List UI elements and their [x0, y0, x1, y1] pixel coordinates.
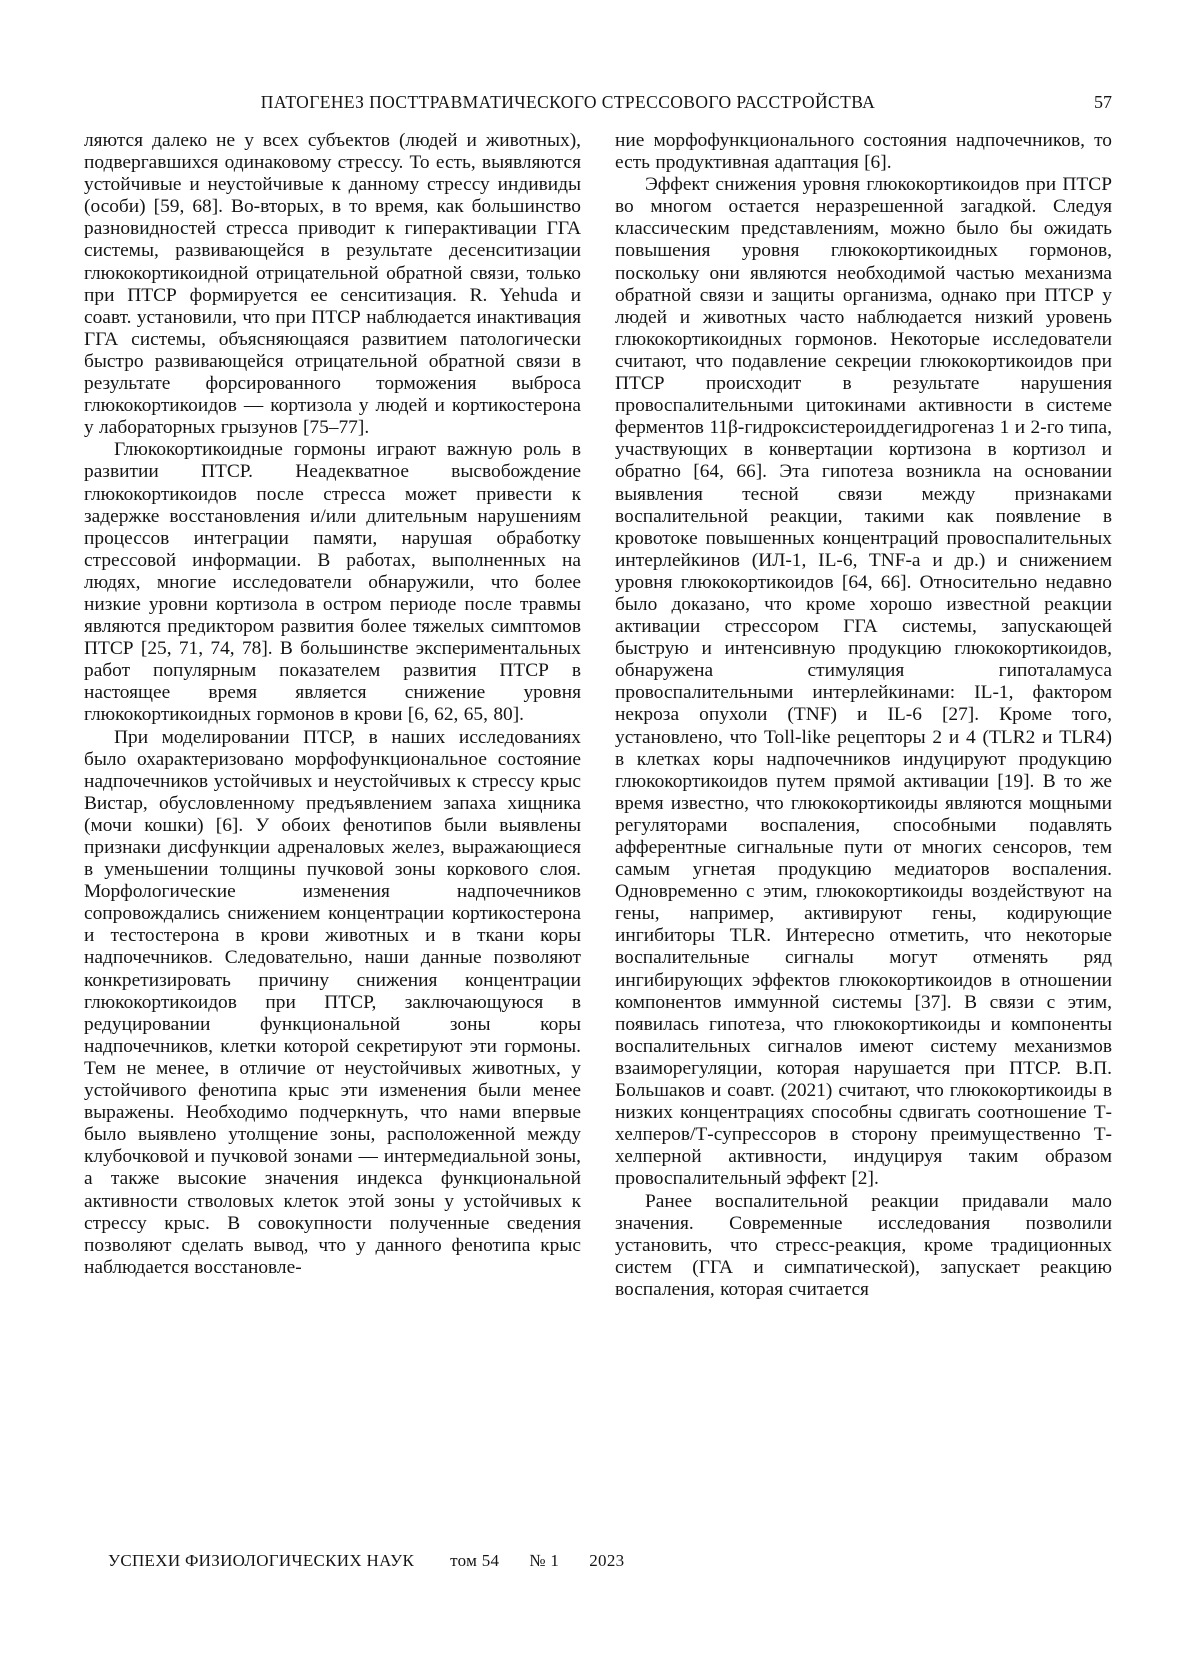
paragraph: При моделировании ПТСР, в наших исследованиях было охарактеризовано морфофункциональное состояние надпочечников устойчивых и неустойчивых к стрессу крыс Вистар, обусловленному предъявлением запаха хищника (мочи кошки) [6]. У обоих фенотипов были выявлены признаки дисфункции адреналовых желез, выражающиеся в уменьшении толщины пучковой зоны коркового слоя. Морфологические изменения надпочечников сопровождались снижением концентрации кортикостерона и тестостерона в крови животных и в ткани коры надпочечников. Следовательно, наши данные позволяют конкретизировать причину снижения концентрации глюкокортикоидов при ПТСР, заключающуюся в редуцировании функциональной зоны коры надпочечников, клетки которой секретируют эти гормоны. Тем не менее, в отличие от неустойчивых животных, у устойчивого фенотипа крыс эти изменения были менее выражены. Необходимо подчеркнуть, что нами впервые было выявлено утолщение зоны, расположенной между клубочковой и пучковой зонами — интермедиальной зоны, а также высокие значения индекса функциональной активности стволовых клеток этой зоны у устойчивых к стрессу крыс. В совокупности полученные сведения позволяют сделать вывод, что у данного фенотипа крыс наблюдается восстановле-: [84, 726, 581, 1278]
paragraph: Глюкокортикоидные гормоны играют важную роль в развитии ПТСР. Неадекватное высвобождение глюкокортикоидов после стресса может привести к задержке восстановления и/или длительным нарушениям процессов интеграции памяти, нарушая обработку стрессовой информации. В работах, выполненных на людях, многие исследователи обнаружили, что более низкие уровни кортизола в остром периоде после травмы являются предиктором развития более тяжелых симптомов ПТСР [25, 71, 74, 78]. В большинстве экспериментальных работ популярным показателем развития ПТСР в настоящее время является снижение уровня глюкокортикоидных гормонов в крови [6, 62, 65, 80].: [84, 439, 581, 726]
year-label: 2023: [589, 1551, 625, 1570]
volume-label: том 54: [450, 1551, 500, 1570]
issue-label: № 1: [529, 1551, 560, 1570]
text-column-right: [615, 130, 1112, 1301]
page-header: [84, 92, 1112, 118]
paragraph: Ранее воспалительной реакции придавали мало значения. Современные исследования позволили установить, что стресс-реакция, кроме традиционных систем (ГГА и симпатической), запускает реакцию воспаления, которая считается: [615, 1190, 1112, 1300]
paragraph: Эффект снижения уровня глюкокортикоидов при ПТСР во многом остается неразрешенной загадкой. Следуя классическим представлениям, можно было бы ожидать повышения уровня глюкокортикоидных гормонов, поскольку они являются необходимой частью механизма обратной связи и защиты организма, однако при ПТСР у людей и животных часто наблюдается низкий уровень глюкокортикоидных гормонов. Некоторые исследователи считают, что подавление секреции глюкокортикоидов при ПТСР происходит в результате нарушения провоспалительными цитокинами активности в системе ферментов 11β-гидроксистероиддегидрогеназ 1 и 2-го типа, участвующих в конвертации кортизона в кортизол и обратно [64, 66]. Эта гипотеза возникла на основании выявления тесной связи между признаками воспалительной реакции, такими как появление в кровотоке повышенных концентраций провоспалительных интерлейкинов (ИЛ-1, IL-6, TNF-a и др.) и снижением уровня глюкокортикоидов [64, 66]. Относительно недавно было доказано, что кроме хорошо известной реакции активации стрессором ГГА системы, запускающей быструю и интенсивную продукцию глюкокортикоидов, обнаружена стимуляция гипоталамуса провоспалительными интерлейкинами: IL-1, фактором некроза опухоли (TNF) и IL-6 [27]. Кроме того, установлено, что Toll-like рецепторы 2 и 4 (TLR2 и TLR4) в клетках коры надпочечников индуцируют продукцию глюкокортикоидов путем прямой активации [19]. В то же время известно, что глюкокортикоиды являются мощными регуляторами воспаления, способными подавлять афферентные сигнальные пути от многих сенсоров, тем самым угнетая продукцию медиаторов воспаления. Одновременно с этим, глюкокортикоиды воздействуют на гены, например, активируют гены, кодирующие ингибиторы TLR. Интересно отметить, что некоторые воспалительные сигналы могут отменять ряд ингибирующих эффектов глюкокортикоидов в отношении компонентов иммунной системы [37]. В связи с этим, появилась гипотеза, что глюкокортикоиды и компоненты воспалительных сигналов имеют систему механизмов взаиморегуляции, которая нарушается при ПТСР. В.П. Большаков и соавт. (2021) считают, что глюкокортикоиды в низких концентрациях способны сдвигать соотношение Т-хелперов/Т-супрессоров в сторону преимущественно Т-хелперной активности, индуцируя таким образом провоспалительный эффект [2].: [615, 174, 1112, 1190]
article-body: [84, 130, 1112, 1301]
paragraph: ние морфофункционального состояния надпочечников, то есть продуктивная адаптация [6].: [615, 130, 1112, 174]
paragraph: ляются далеко не у всех субъектов (людей и животных), подвергавшихся одинаковому стрессу. То есть, выявляются устойчивые и неустойчивые к данному стрессу индивиды (особи) [59, 68]. Во-вторых, в то время, как большинство разновидностей стресса приводит к гиперактивации ГГА системы, развивающейся в результате десенситизации глюкокортикоидной отрицательной обратной связи, только при ПТСР формируется ее сенситизация. R. Yehuda и соавт. установили, что при ПТСР наблюдается инактивация ГГА системы, объясняющаяся развитием патологически быстро развивающейся отрицательной обратной связи в результате форсированного торможения выброса глюкокортикоидов — кортизола у людей и кортикостерона у лабораторных грызунов [75–77].: [84, 130, 581, 439]
journal-title: УСПЕХИ ФИЗИОЛОГИЧЕСКИХ НАУК: [108, 1551, 415, 1570]
running-title: ПАТОГЕНЕЗ ПОСТТРАВМАТИЧЕСКОГО СТРЕССОВОГО РАССТРОЙСТВА: [260, 92, 876, 112]
page-footer: [108, 1551, 624, 1571]
page-number: 57: [1094, 92, 1112, 112]
text-column-left: [84, 130, 581, 1301]
